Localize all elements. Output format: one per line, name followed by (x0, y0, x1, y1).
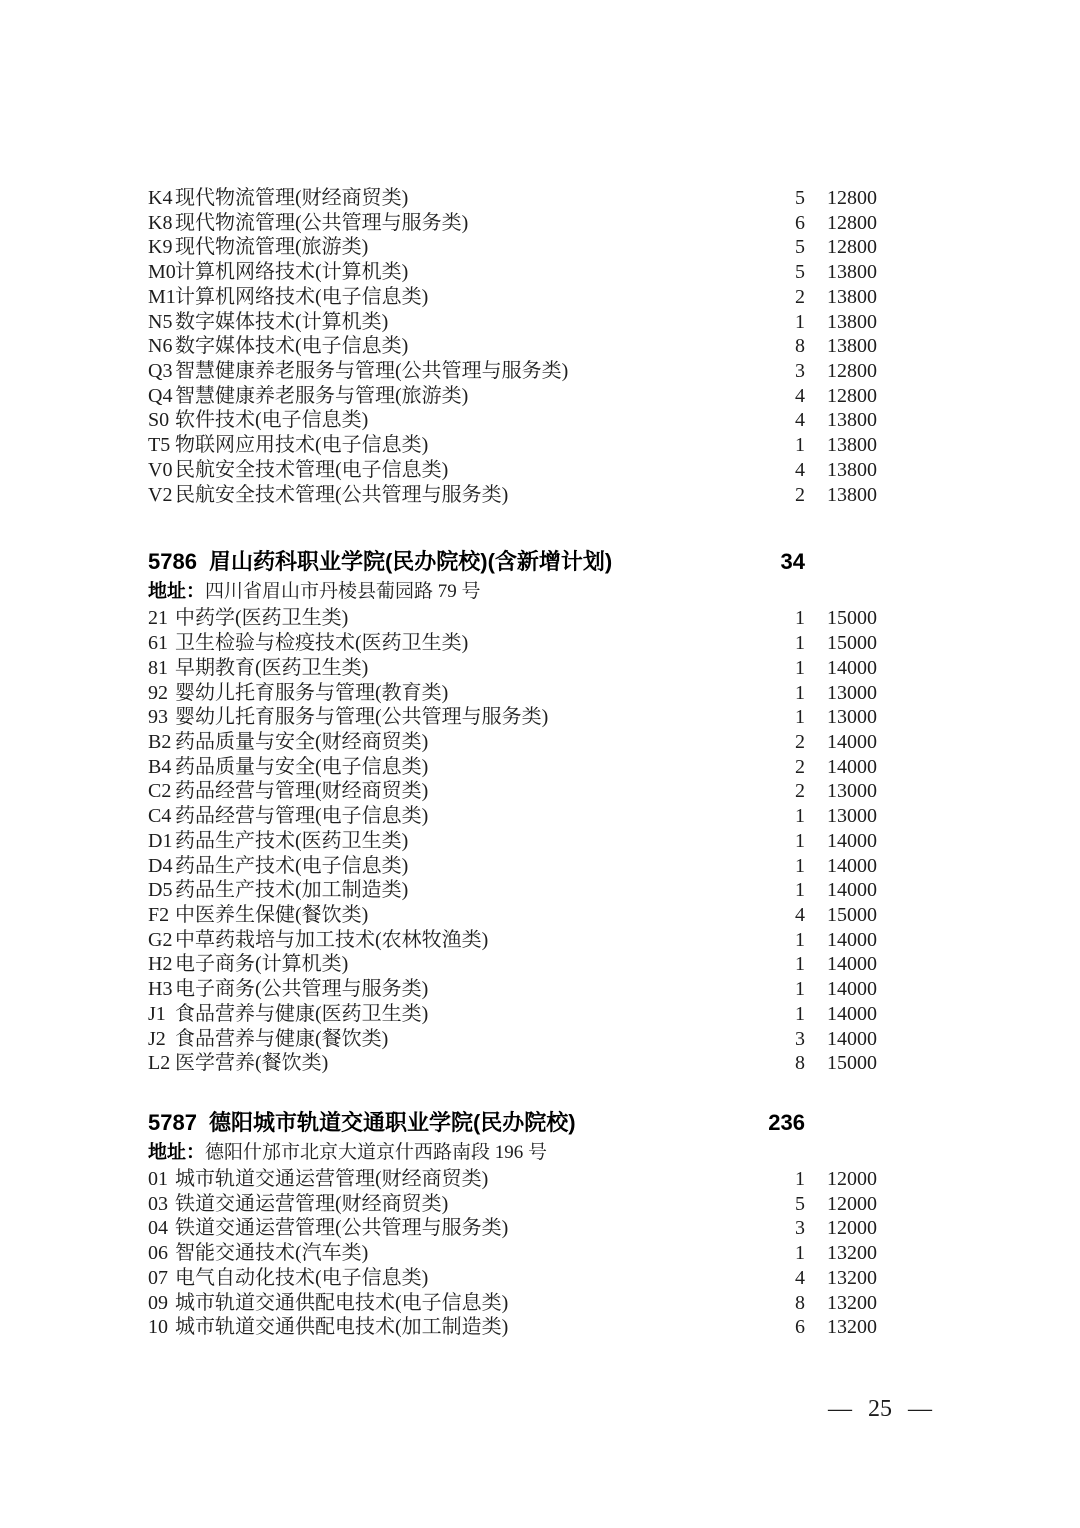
plan-count: 8 (795, 1291, 805, 1314)
plan-count: 4 (795, 384, 805, 407)
major-code: C4 (148, 805, 172, 828)
major-row (148, 310, 877, 335)
major-name: 中医养生保健(餐饮类) (175, 903, 369, 926)
tuition-fee: 15000 (827, 1052, 877, 1075)
tuition-fee: 13800 (827, 458, 877, 481)
tuition-fee: 13800 (827, 285, 877, 308)
major-name: 物联网应用技术(电子信息类) (175, 434, 429, 457)
major-name: 城市轨道交通供配电技术(电子信息类) (175, 1291, 509, 1314)
major-code: K4 (148, 187, 173, 209)
major-row (148, 952, 877, 977)
plan-count: 4 (795, 409, 805, 432)
major-row (148, 681, 877, 706)
major-name: 电气自动化技术(电子信息类) (175, 1266, 429, 1289)
major-code: M1 (148, 285, 176, 308)
plan-count: 4 (795, 458, 805, 481)
major-code: 81 (148, 656, 168, 679)
plan-count: 3 (795, 1027, 805, 1050)
plan-count: 1 (795, 1242, 805, 1265)
major-row (148, 730, 877, 755)
tuition-fee: 14000 (827, 953, 877, 976)
school-name: 眉山药科职业学院(民办院校)(含新增计划) (208, 549, 613, 575)
school-section-continued (148, 186, 877, 507)
school-title (148, 1108, 765, 1138)
plan-count: 1 (795, 805, 805, 828)
major-row (148, 804, 877, 829)
major-code: D5 (148, 879, 173, 902)
footer-dash-right: — (908, 1396, 932, 1422)
major-name: 铁道交通运营管理(公共管理与服务类) (175, 1217, 509, 1240)
major-code: N5 (148, 310, 173, 333)
tuition-fee: 12000 (827, 1217, 877, 1240)
major-code: L2 (148, 1052, 171, 1075)
tuition-fee: 14000 (827, 928, 877, 951)
major-code: 10 (148, 1316, 168, 1339)
tuition-fee: 12800 (827, 384, 877, 407)
major-row (148, 606, 877, 631)
tuition-fee: 12000 (827, 1168, 877, 1190)
plan-count: 1 (795, 829, 805, 852)
major-code: V2 (148, 483, 173, 506)
major-name: 智慧健康养老服务与管理(公共管理与服务类) (175, 360, 569, 383)
address-value: 德阳什邡市北京大道京什西路南段 196 号 (205, 1142, 548, 1163)
major-row (148, 779, 877, 804)
school-plan-total: 34 (780, 549, 805, 575)
major-name: 现代物流管理(财经商贸类) (175, 187, 409, 209)
tuition-fee: 13200 (827, 1266, 877, 1289)
major-row (148, 1266, 877, 1291)
major-name: 智慧健康养老服务与管理(旅游类) (175, 384, 469, 407)
major-code: 09 (148, 1291, 168, 1314)
school-title (148, 547, 765, 577)
major-row (148, 359, 877, 384)
school-name: 德阳城市轨道交通职业学院(民办院校) (208, 1110, 576, 1135)
major-row (148, 408, 877, 433)
plan-count: 4 (795, 903, 805, 926)
major-name: 药品经营与管理(财经商贸类) (175, 780, 429, 803)
major-name: 软件技术(电子信息类) (175, 409, 369, 432)
major-name: 中药学(医药卫生类) (175, 607, 349, 630)
tuition-fee: 13200 (827, 1316, 877, 1339)
major-code: V0 (148, 458, 173, 481)
major-name: 现代物流管理(旅游类) (175, 236, 369, 259)
major-name: 计算机网络技术(电子信息类) (175, 285, 429, 308)
major-row (148, 878, 877, 903)
major-code: 92 (148, 681, 168, 704)
major-row (148, 285, 877, 310)
plan-count: 1 (795, 706, 805, 729)
major-row (148, 384, 877, 409)
school-code: 5787 (148, 1110, 197, 1135)
plan-count: 3 (795, 360, 805, 383)
tuition-fee: 14000 (827, 829, 877, 852)
major-name: 现代物流管理(公共管理与服务类) (175, 211, 469, 234)
major-name: 民航安全技术管理(公共管理与服务类) (175, 483, 509, 506)
major-row (148, 705, 877, 730)
major-row (148, 433, 877, 458)
enrollment-plan-list (148, 186, 877, 1340)
plan-count: 5 (795, 236, 805, 259)
major-name: 智能交通技术(汽车类) (175, 1242, 369, 1265)
major-name: 计算机网络技术(计算机类) (175, 261, 409, 284)
major-name: 数字媒体技术(计算机类) (175, 310, 389, 333)
major-name: 城市轨道交通供配电技术(加工制造类) (175, 1316, 509, 1339)
tuition-fee: 13000 (827, 706, 877, 729)
major-code: H3 (148, 978, 173, 1001)
tuition-fee: 15000 (827, 903, 877, 926)
plan-count: 4 (795, 1266, 805, 1289)
major-name: 食品营养与健康(医药卫生类) (175, 1002, 429, 1025)
tuition-fee: 14000 (827, 1027, 877, 1050)
tuition-fee: 13800 (827, 335, 877, 358)
major-name: 民航安全技术管理(电子信息类) (175, 458, 449, 481)
major-name: 药品生产技术(加工制造类) (175, 879, 409, 902)
major-name: 药品质量与安全(财经商贸类) (175, 730, 429, 753)
major-code: G2 (148, 928, 173, 951)
tuition-fee: 12800 (827, 360, 877, 383)
major-name: 药品生产技术(医药卫生类) (175, 829, 409, 852)
plan-count: 1 (795, 607, 805, 630)
major-name: 中草药栽培与加工技术(农林牧渔类) (175, 928, 489, 951)
major-code: 21 (148, 607, 168, 630)
tuition-fee: 13800 (827, 434, 877, 457)
major-code: M0 (148, 261, 176, 284)
footer-dash-left: — (828, 1396, 852, 1422)
major-name: 早期教育(医药卫生类) (175, 656, 369, 679)
tuition-fee: 12000 (827, 1192, 877, 1215)
major-name: 城市轨道交通运营管理(财经商贸类) (175, 1168, 489, 1190)
plan-count: 1 (795, 656, 805, 679)
major-name: 食品营养与健康(餐饮类) (175, 1027, 389, 1050)
school-section-5787 (148, 1108, 877, 1340)
plan-count: 1 (795, 1168, 805, 1190)
school-plan-total: 236 (768, 1110, 805, 1135)
major-rows (148, 1167, 877, 1340)
tuition-fee: 14000 (827, 879, 877, 902)
plan-count: 2 (795, 755, 805, 778)
school-code: 5786 (148, 549, 197, 575)
major-code: D1 (148, 829, 173, 852)
major-row (148, 903, 877, 928)
tuition-fee: 13000 (827, 805, 877, 828)
major-code: 01 (148, 1168, 168, 1190)
tuition-fee: 14000 (827, 978, 877, 1001)
plan-count: 6 (795, 1316, 805, 1339)
plan-count: 1 (795, 434, 805, 457)
address-label: 地址： (148, 581, 206, 603)
major-row (148, 1315, 877, 1340)
plan-count: 8 (795, 1052, 805, 1075)
major-name: 铁道交通运营管理(财经商贸类) (175, 1192, 449, 1215)
page-number: 25 (868, 1396, 892, 1422)
major-code: B4 (148, 755, 172, 778)
major-rows (148, 186, 877, 507)
tuition-fee: 13000 (827, 681, 877, 704)
plan-count: 8 (795, 335, 805, 358)
plan-count: 1 (795, 854, 805, 877)
major-row (148, 1027, 877, 1052)
major-row (148, 458, 877, 483)
major-row (148, 631, 877, 656)
major-name: 卫生检验与检疫技术(医药卫生类) (175, 632, 469, 655)
plan-count: 2 (795, 730, 805, 753)
major-name: 药品经营与管理(电子信息类) (175, 805, 429, 828)
plan-count: 1 (795, 879, 805, 902)
tuition-fee: 15000 (827, 607, 877, 630)
plan-count: 1 (795, 632, 805, 655)
major-row (148, 656, 877, 681)
major-row (148, 1051, 877, 1076)
plan-count: 3 (795, 1217, 805, 1240)
major-row (148, 977, 877, 1002)
tuition-fee: 13200 (827, 1291, 877, 1314)
major-row (148, 854, 877, 879)
major-name: 数字媒体技术(电子信息类) (175, 335, 409, 358)
school-address-line (148, 577, 877, 606)
tuition-fee: 13800 (827, 409, 877, 432)
major-code: 07 (148, 1266, 168, 1289)
major-row (148, 1291, 877, 1316)
major-row (148, 1002, 877, 1027)
major-code: Q4 (148, 384, 173, 407)
major-code: F2 (148, 903, 170, 926)
tuition-fee: 14000 (827, 730, 877, 753)
plan-count: 1 (795, 928, 805, 951)
tuition-fee: 12800 (827, 236, 877, 259)
major-code: 03 (148, 1192, 168, 1215)
major-row (148, 1216, 877, 1241)
tuition-fee: 14000 (827, 1002, 877, 1025)
major-row (148, 235, 877, 260)
major-code: S0 (148, 409, 170, 432)
major-code: K8 (148, 211, 173, 234)
tuition-fee: 12800 (827, 187, 877, 209)
major-name: 电子商务(计算机类) (175, 953, 349, 976)
plan-count: 2 (795, 285, 805, 308)
major-row (148, 211, 877, 236)
major-row (148, 260, 877, 285)
plan-count: 1 (795, 978, 805, 1001)
plan-count: 1 (795, 1002, 805, 1025)
major-code: 61 (148, 632, 168, 655)
major-name: 药品生产技术(电子信息类) (175, 854, 409, 877)
major-row (148, 829, 877, 854)
major-code: T5 (148, 434, 171, 457)
plan-count: 2 (795, 780, 805, 803)
major-name: 医学营养(餐饮类) (175, 1052, 329, 1075)
tuition-fee: 13200 (827, 1242, 877, 1265)
major-code: K9 (148, 236, 173, 259)
major-row (148, 186, 877, 211)
tuition-fee: 14000 (827, 755, 877, 778)
major-code: C2 (148, 780, 172, 803)
plan-count: 1 (795, 310, 805, 333)
school-address-line (148, 1138, 877, 1167)
address-label: 地址： (148, 1142, 206, 1163)
tuition-fee: 14000 (827, 656, 877, 679)
tuition-fee: 13800 (827, 483, 877, 506)
school-header (148, 1108, 877, 1138)
school-section-5786 (148, 547, 877, 1076)
major-row (148, 334, 877, 359)
major-code: B2 (148, 730, 172, 753)
plan-count: 2 (795, 483, 805, 506)
tuition-fee: 15000 (827, 632, 877, 655)
address-value: 四川省眉山市丹棱县葡园路 79 号 (205, 581, 481, 603)
plan-count: 1 (795, 953, 805, 976)
tuition-fee: 13000 (827, 780, 877, 803)
tuition-fee: 14000 (827, 854, 877, 877)
plan-count: 5 (795, 261, 805, 284)
major-code: N6 (148, 335, 173, 358)
major-code: 04 (148, 1217, 168, 1240)
plan-count: 5 (795, 187, 805, 209)
plan-count: 5 (795, 1192, 805, 1215)
page-number-footer (808, 1396, 952, 1423)
major-row (148, 483, 877, 508)
major-code: J1 (148, 1002, 166, 1025)
major-code: H2 (148, 953, 173, 976)
major-rows (148, 606, 877, 1076)
major-name: 婴幼儿托育服务与管理(公共管理与服务类) (175, 706, 549, 729)
major-row (148, 928, 877, 953)
major-code: J2 (148, 1027, 166, 1050)
major-row (148, 1192, 877, 1217)
major-name: 电子商务(公共管理与服务类) (175, 978, 429, 1001)
major-code: 06 (148, 1242, 168, 1265)
school-header (148, 547, 877, 577)
major-name: 药品质量与安全(电子信息类) (175, 755, 429, 778)
tuition-fee: 12800 (827, 211, 877, 234)
major-name: 婴幼儿托育服务与管理(教育类) (175, 681, 449, 704)
plan-count: 1 (795, 681, 805, 704)
major-code: 93 (148, 706, 168, 729)
major-row (148, 1241, 877, 1266)
tuition-fee: 13800 (827, 261, 877, 284)
plan-count: 6 (795, 211, 805, 234)
major-code: Q3 (148, 360, 173, 383)
major-row (148, 755, 877, 780)
tuition-fee: 13800 (827, 310, 877, 333)
major-row (148, 1167, 877, 1192)
major-code: D4 (148, 854, 173, 877)
